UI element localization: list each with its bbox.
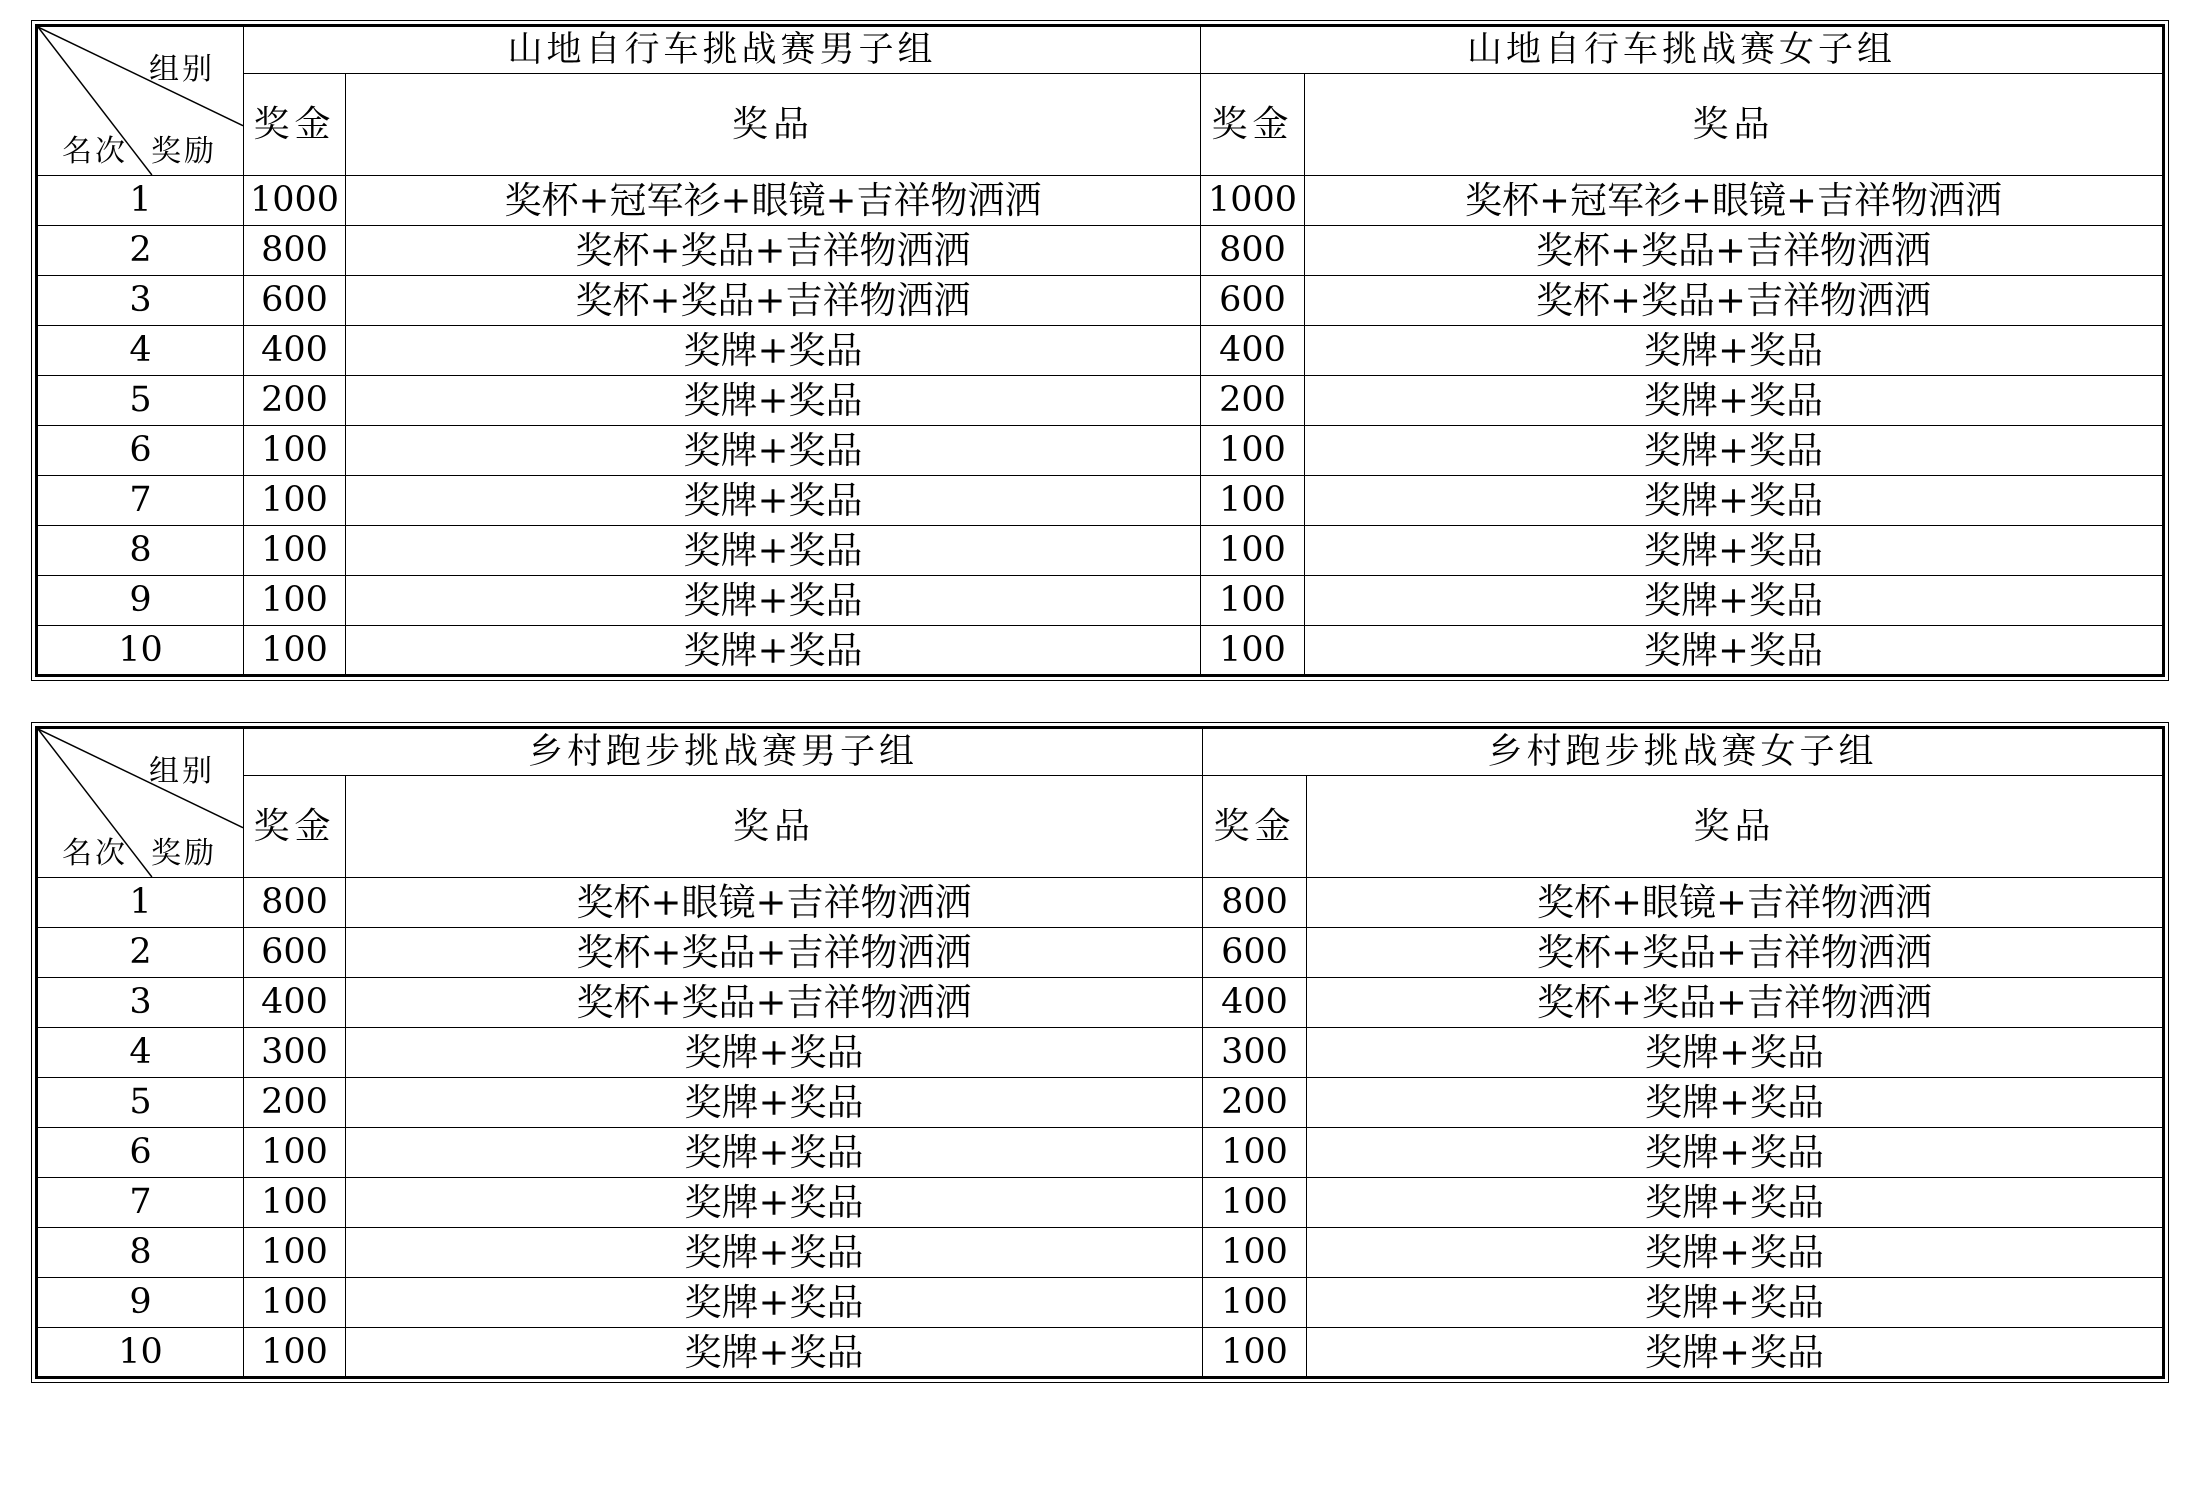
rank-cell: 6 bbox=[37, 1128, 244, 1178]
men-prize-cell: 奖牌+奖品 bbox=[346, 1328, 1203, 1378]
women-prize-header: 奖品 bbox=[1305, 74, 2164, 176]
rank-cell: 9 bbox=[37, 1278, 244, 1328]
table-row bbox=[37, 928, 2164, 978]
men-prize-cell: 奖牌+奖品 bbox=[346, 1178, 1203, 1228]
men-money-cell: 600 bbox=[244, 276, 346, 326]
women-prize-cell: 奖杯+奖品+吉祥物洒洒 bbox=[1305, 226, 2164, 276]
women-money-cell: 100 bbox=[1201, 426, 1305, 476]
women-prize-cell: 奖杯+眼镜+吉祥物洒洒 bbox=[1307, 878, 2164, 928]
men-prize-cell: 奖牌+奖品 bbox=[346, 476, 1201, 526]
women-money-cell: 100 bbox=[1203, 1278, 1307, 1328]
men-money-cell: 200 bbox=[244, 376, 346, 426]
corner-label-award: 奖励 bbox=[151, 836, 217, 871]
rank-cell: 8 bbox=[37, 1228, 244, 1278]
women-prize-cell: 奖牌+奖品 bbox=[1305, 576, 2164, 626]
corner-label-group: 组别 bbox=[149, 52, 215, 87]
rank-cell: 1 bbox=[37, 176, 244, 226]
women-prize-header: 奖品 bbox=[1307, 776, 2164, 878]
women-money-cell: 100 bbox=[1203, 1328, 1307, 1378]
table-row bbox=[37, 376, 2164, 426]
women-money-cell: 100 bbox=[1203, 1178, 1307, 1228]
men-prize-cell: 奖牌+奖品 bbox=[346, 376, 1201, 426]
men-prize-cell: 奖牌+奖品 bbox=[346, 326, 1201, 376]
men-money-cell: 600 bbox=[244, 928, 346, 978]
table-row bbox=[37, 176, 2164, 226]
women-prize-cell: 奖牌+奖品 bbox=[1305, 326, 2164, 376]
women-prize-cell: 奖牌+奖品 bbox=[1305, 476, 2164, 526]
rank-cell: 2 bbox=[37, 226, 244, 276]
women-money-header: 奖金 bbox=[1201, 74, 1305, 176]
women-prize-cell: 奖牌+奖品 bbox=[1307, 1228, 2164, 1278]
women-group-title: 山地自行车挑战赛女子组 bbox=[1201, 26, 2164, 74]
rank-cell: 5 bbox=[37, 1078, 244, 1128]
group-title-row bbox=[37, 26, 2164, 74]
corner-header-cell bbox=[37, 26, 244, 176]
men-prize-cell: 奖杯+眼镜+吉祥物洒洒 bbox=[346, 878, 1203, 928]
table-row bbox=[37, 1078, 2164, 1128]
corner-label-group: 组别 bbox=[149, 754, 215, 789]
women-prize-cell: 奖牌+奖品 bbox=[1307, 1178, 2164, 1228]
men-money-header: 奖金 bbox=[244, 74, 346, 176]
women-money-cell: 300 bbox=[1203, 1028, 1307, 1078]
men-money-cell: 100 bbox=[244, 1278, 346, 1328]
women-money-cell: 200 bbox=[1201, 376, 1305, 426]
men-prize-header: 奖品 bbox=[346, 74, 1201, 176]
men-money-cell: 800 bbox=[244, 226, 346, 276]
rank-cell: 9 bbox=[37, 576, 244, 626]
women-prize-cell: 奖牌+奖品 bbox=[1307, 1328, 2164, 1378]
table-row bbox=[37, 276, 2164, 326]
men-money-cell: 800 bbox=[244, 878, 346, 928]
men-prize-cell: 奖牌+奖品 bbox=[346, 1128, 1203, 1178]
table-body bbox=[37, 728, 2164, 1378]
men-prize-cell: 奖牌+奖品 bbox=[346, 1228, 1203, 1278]
men-money-cell: 300 bbox=[244, 1028, 346, 1078]
rank-cell: 3 bbox=[37, 276, 244, 326]
men-prize-cell: 奖杯+冠军衫+眼镜+吉祥物洒洒 bbox=[346, 176, 1201, 226]
women-money-cell: 100 bbox=[1203, 1228, 1307, 1278]
men-prize-cell: 奖牌+奖品 bbox=[346, 576, 1201, 626]
men-prize-cell: 奖杯+奖品+吉祥物洒洒 bbox=[346, 978, 1203, 1028]
men-money-cell: 100 bbox=[244, 426, 346, 476]
men-money-cell: 100 bbox=[244, 1178, 346, 1228]
corner-header-cell bbox=[37, 728, 244, 878]
table-row bbox=[37, 576, 2164, 626]
women-money-cell: 100 bbox=[1203, 1128, 1307, 1178]
table-row bbox=[37, 878, 2164, 928]
rank-cell: 4 bbox=[37, 326, 244, 376]
men-prize-header: 奖品 bbox=[346, 776, 1203, 878]
women-prize-cell: 奖牌+奖品 bbox=[1307, 1128, 2164, 1178]
men-prize-cell: 奖牌+奖品 bbox=[346, 1078, 1203, 1128]
women-prize-cell: 奖牌+奖品 bbox=[1305, 376, 2164, 426]
table-row bbox=[37, 1028, 2164, 1078]
rank-cell: 1 bbox=[37, 878, 244, 928]
women-prize-cell: 奖牌+奖品 bbox=[1305, 426, 2164, 476]
rank-cell: 10 bbox=[37, 626, 244, 676]
women-money-cell: 100 bbox=[1201, 526, 1305, 576]
men-prize-cell: 奖牌+奖品 bbox=[346, 426, 1201, 476]
women-prize-cell: 奖杯+奖品+吉祥物洒洒 bbox=[1307, 928, 2164, 978]
rank-cell: 7 bbox=[37, 1178, 244, 1228]
table-row bbox=[37, 476, 2164, 526]
table-body bbox=[37, 26, 2164, 676]
table-row bbox=[37, 426, 2164, 476]
men-money-cell: 400 bbox=[244, 326, 346, 376]
men-money-cell: 100 bbox=[244, 626, 346, 676]
men-group-title: 山地自行车挑战赛男子组 bbox=[244, 26, 1201, 74]
corner-label-award: 奖励 bbox=[151, 134, 217, 169]
women-prize-cell: 奖牌+奖品 bbox=[1307, 1078, 2164, 1128]
rank-cell: 5 bbox=[37, 376, 244, 426]
column-header-row bbox=[37, 74, 2164, 176]
group-title-row bbox=[37, 728, 2164, 776]
men-money-cell: 100 bbox=[244, 526, 346, 576]
women-prize-cell: 奖杯+冠军衫+眼镜+吉祥物洒洒 bbox=[1305, 176, 2164, 226]
table-row bbox=[37, 326, 2164, 376]
women-money-cell: 800 bbox=[1203, 878, 1307, 928]
women-prize-cell: 奖牌+奖品 bbox=[1305, 526, 2164, 576]
women-money-cell: 1000 bbox=[1201, 176, 1305, 226]
table-row bbox=[37, 1278, 2164, 1328]
women-prize-cell: 奖牌+奖品 bbox=[1307, 1028, 2164, 1078]
men-prize-cell: 奖牌+奖品 bbox=[346, 1028, 1203, 1078]
women-money-cell: 600 bbox=[1203, 928, 1307, 978]
table-row bbox=[37, 1128, 2164, 1178]
men-money-cell: 400 bbox=[244, 978, 346, 1028]
women-prize-cell: 奖杯+奖品+吉祥物洒洒 bbox=[1305, 276, 2164, 326]
men-money-cell: 100 bbox=[244, 1328, 346, 1378]
corner-label-rank: 名次 bbox=[62, 836, 128, 871]
women-money-cell: 100 bbox=[1201, 626, 1305, 676]
men-money-header: 奖金 bbox=[244, 776, 346, 878]
women-money-cell: 400 bbox=[1203, 978, 1307, 1028]
rank-cell: 2 bbox=[37, 928, 244, 978]
table-row bbox=[37, 1328, 2164, 1378]
women-money-cell: 100 bbox=[1201, 476, 1305, 526]
corner-label-rank: 名次 bbox=[62, 134, 128, 169]
women-prize-cell: 奖牌+奖品 bbox=[1305, 626, 2164, 676]
men-prize-cell: 奖牌+奖品 bbox=[346, 526, 1201, 576]
women-money-cell: 100 bbox=[1201, 576, 1305, 626]
men-money-cell: 100 bbox=[244, 1128, 346, 1178]
men-prize-cell: 奖杯+奖品+吉祥物洒洒 bbox=[346, 226, 1201, 276]
women-group-title: 乡村跑步挑战赛女子组 bbox=[1203, 728, 2164, 776]
women-prize-cell: 奖杯+奖品+吉祥物洒洒 bbox=[1307, 978, 2164, 1028]
rank-cell: 8 bbox=[37, 526, 244, 576]
men-prize-cell: 奖杯+奖品+吉祥物洒洒 bbox=[346, 276, 1201, 326]
women-money-cell: 600 bbox=[1201, 276, 1305, 326]
rank-cell: 4 bbox=[37, 1028, 244, 1078]
rank-cell: 3 bbox=[37, 978, 244, 1028]
men-money-cell: 100 bbox=[244, 1228, 346, 1278]
women-prize-cell: 奖牌+奖品 bbox=[1307, 1278, 2164, 1328]
rank-cell: 7 bbox=[37, 476, 244, 526]
women-money-cell: 400 bbox=[1201, 326, 1305, 376]
rank-cell: 10 bbox=[37, 1328, 244, 1378]
rank-cell: 6 bbox=[37, 426, 244, 476]
prize-table-mountain-bike bbox=[35, 24, 2165, 677]
table-row bbox=[37, 226, 2164, 276]
women-money-cell: 200 bbox=[1203, 1078, 1307, 1128]
men-money-cell: 100 bbox=[244, 476, 346, 526]
table-row bbox=[37, 626, 2164, 676]
men-money-cell: 100 bbox=[244, 576, 346, 626]
men-group-title: 乡村跑步挑战赛男子组 bbox=[244, 728, 1203, 776]
men-money-cell: 200 bbox=[244, 1078, 346, 1128]
column-header-row bbox=[37, 776, 2164, 878]
table-row bbox=[37, 978, 2164, 1028]
table-row bbox=[37, 526, 2164, 576]
women-money-header: 奖金 bbox=[1203, 776, 1307, 878]
women-money-cell: 800 bbox=[1201, 226, 1305, 276]
table-row bbox=[37, 1178, 2164, 1228]
table-row bbox=[37, 1228, 2164, 1278]
men-prize-cell: 奖牌+奖品 bbox=[346, 626, 1201, 676]
men-money-cell: 1000 bbox=[244, 176, 346, 226]
men-prize-cell: 奖杯+奖品+吉祥物洒洒 bbox=[346, 928, 1203, 978]
prize-table-country-run bbox=[35, 726, 2165, 1379]
men-prize-cell: 奖牌+奖品 bbox=[346, 1278, 1203, 1328]
